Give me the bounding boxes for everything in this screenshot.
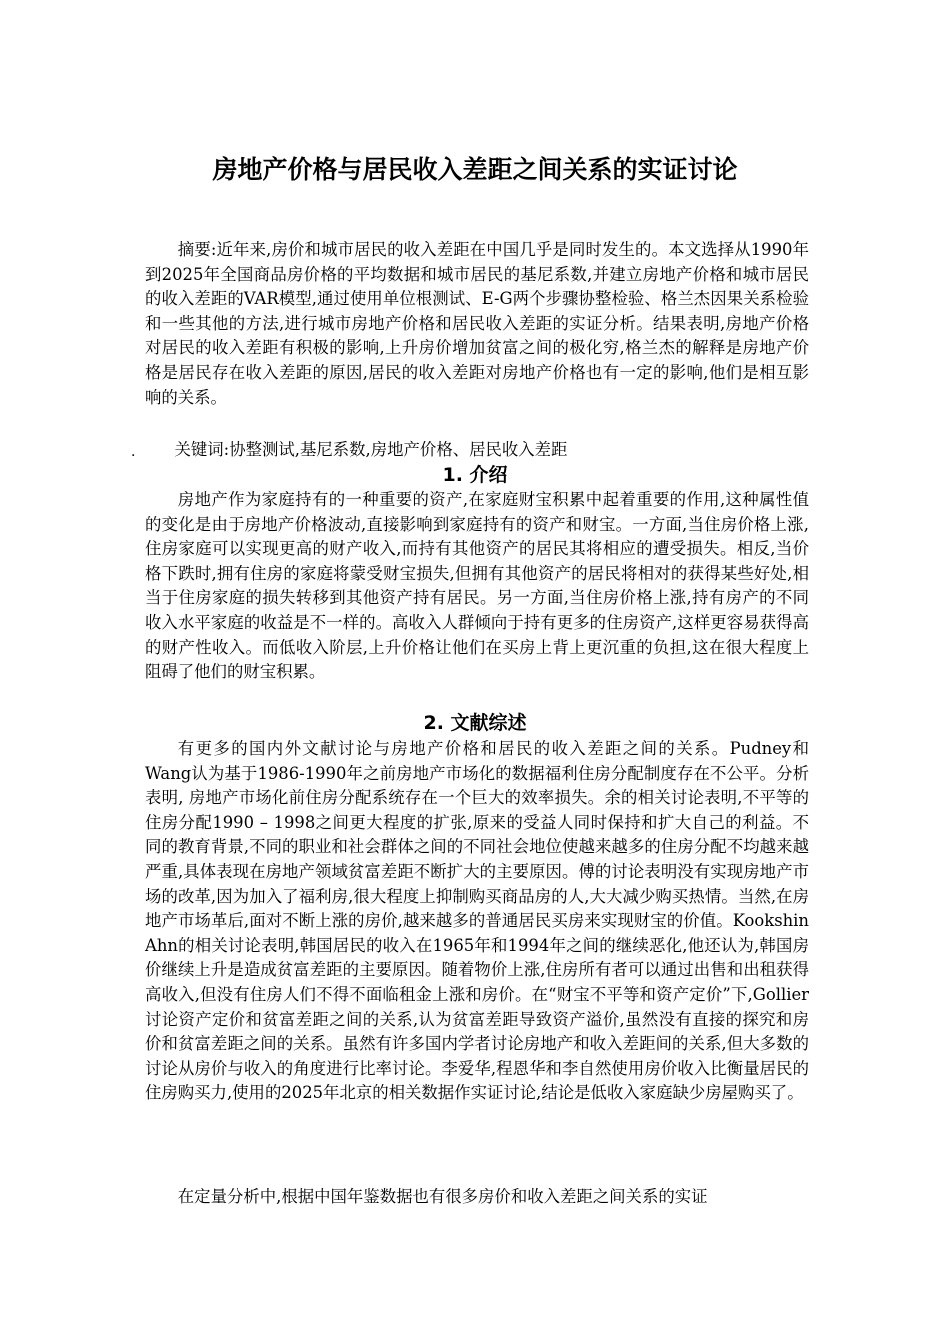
introduction-paragraph: 房地产作为家庭持有的一种重要的资产,在家庭财宝积累中起着重要的作用,这种属性值的变化是由于房地产价格波动,直接影响到家庭持有的资产和财宝。一方面,当住房价格上涨,住房家庭可以实现更高的财产收入,而持有其他资产的居民其将相应的遭受损失。相反,当价格下跌时,拥有住房的家庭将蒙受财宝损失,但拥有其他资产的居民将相对的获得某些好处,相当于住房家庭的损失转移到其他资产持有居民。另一方面,当住房价格上涨,持有房产的不同收入水平家庭的收益是不一样的。高收入人群倾向于持有更多的住房资产,这样更容易获得高的财产性收入。而低收入阶层,上升价格让他们在买房上背上更沉重的负担,这在很大程度上阻碍了他们的财宝积累。 xyxy=(145,490,809,682)
section-heading-introduction: 1. 介绍 xyxy=(442,464,508,486)
abstract-paragraph: 摘要:近年来,房价和城市居民的收入差距在中国几乎是同时发生的。本文选择从1990年到2025年全国商品房价格的平均数据和城市居民的基尼系数,并建立房地产价格和城市居民的收入差距的VAR模型,通过使用单位根测试、E-G两个步骤协整检验、格兰杰因果关系检验和一些其他的方法,进行城市房地产价格和居民收入差距的实证分析。结果表明,房地产价格对居民的收入差距有积极的影响,上升房价增加贫富之间的极化穷,格兰杰的解释是房地产价格是居民存在收入差距的原因,居民的收入差距对房地产价格也有一定的影响,他们是相互影响的关系。 xyxy=(145,240,809,407)
keywords-line: 关键词:协整测试,基尼系数,房地产价格、居民收入差距 xyxy=(174,440,568,459)
section-heading-literature-review: 2. 文献综述 xyxy=(423,712,527,734)
document-title: 房地产价格与居民收入差距之间关系的实证讨论 xyxy=(212,155,738,184)
bullet-marker: · xyxy=(131,448,136,464)
quantitative-analysis-paragraph: 在定量分析中,根据中国年鉴数据也有很多房价和收入差距之间关系的实证 xyxy=(177,1187,708,1206)
literature-review-paragraph: 有更多的国内外文献讨论与房地产价格和居民的收入差距之间的关系。Pudney和Wang认为基于1986-1990年之前房地产市场化的数据福利住房分配制度存在不公平。分析表明, 房地产市场化前住房分配系统存在一个巨大的效率损失。余的相关讨论表明,不平等的住房分配1990 – 1998之间更大程度的扩张,原来的受益人同时保持和扩大自己的利益。不同的教育背景,不同的职业和社会群体之间的不同社会地位使越来越多的住房分配不均越来越严重,具体表现在房地产领域贫富差距不断扩大的主要原因。傅的讨论表明没有实现房地产市场的改革,因为加入了福利房,很大程度上抑制购买商品房的人,大大减少购买热情。当然,在房地产市场革后,面对不断上涨的房价,越来越多的普通居民买房来实现财宝的价值。Kookshin Ahn的相关讨论表明,韩国居民的收入在1965年和1994年之间的继续恶化,他还认为,韩国房价继续上升是造成贫富差距的主要原因。随着物价上涨,住房所有者可以通过出售和出租获得高收入,但没有住房人们不得不面临租金上涨和房价。在“财宝不平等和资产定价”下,Gollier讨论资产定价和贫富差距之间的关系,认为贫富差距导致资产溢价,虽然没有直接的探究和房价和贫富差距之间的关系。虽然有许多国内学者讨论房地产和收入差距间的关系,但大多数的讨论从房价与收入的角度进行比率讨论。李爱华,程恩华和李自然使用房价收入比衡量居民的住房购买力,使用的2025年北京的相关数据作实证讨论,结论是低收入家庭缺少房屋购买了。 xyxy=(145,739,809,1103)
